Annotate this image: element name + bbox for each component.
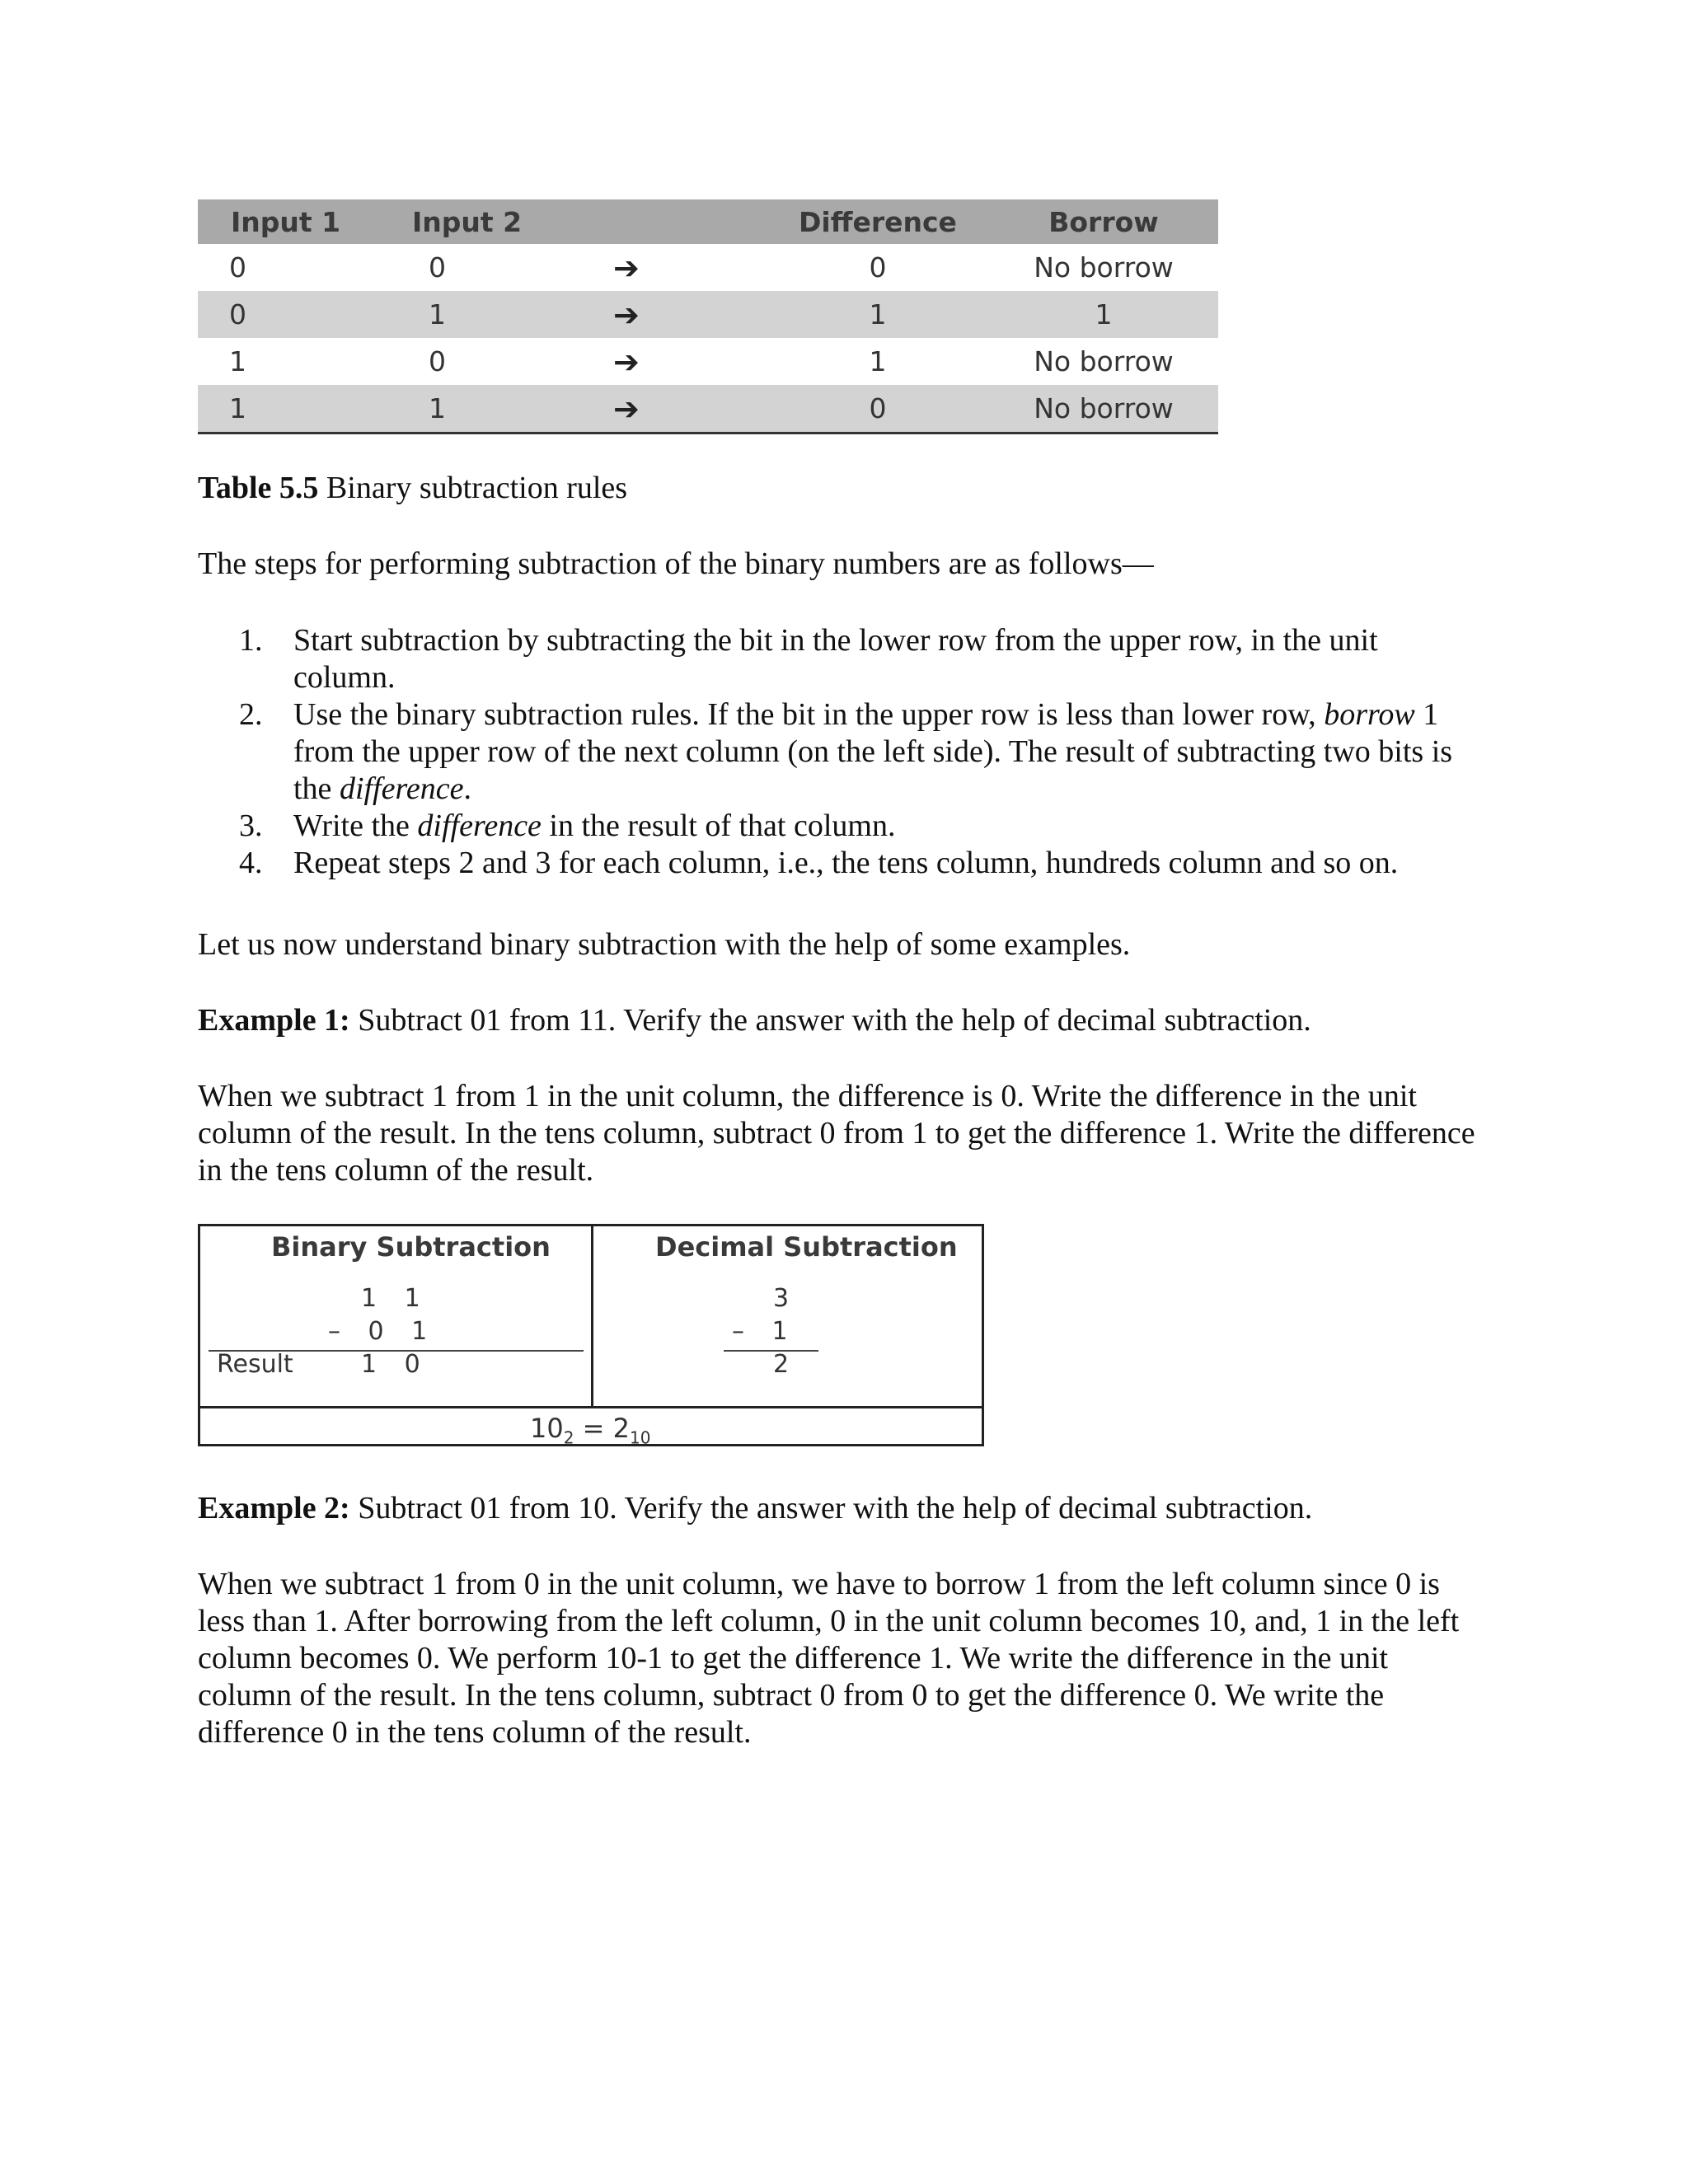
steps-list	[239, 622, 1484, 882]
cell-input-1: 1	[229, 392, 246, 424]
cell-input-2: 0	[429, 251, 446, 284]
column-divider	[591, 1226, 593, 1408]
table-row	[198, 244, 1218, 291]
binary-result: 1 0	[361, 1350, 430, 1379]
table-row	[198, 291, 1218, 338]
example-2-heading	[198, 1490, 1484, 1527]
step-text: Use the binary subtraction rules. If the bit in the upper row is less than lower row, borrow 1 from the upper row of the next column (on the left side). The result of subtracting two bits is the difference.	[293, 697, 1453, 806]
example-2-text: Subtract 01 from 10. Verify the answer with the help of decimal subtraction.	[349, 1491, 1313, 1526]
example-1-text: Subtract 01 from 11. Verify the answer with the help of decimal subtraction.	[349, 1003, 1311, 1038]
step-text: Write the difference in the result of that column.	[293, 808, 896, 843]
example-2-explanation: When we subtract 1 from 0 in the unit column, we have to borrow 1 from the left column since 0 is less than 1. After borrowing from the left column, 0 in the unit column becomes 10, and, 1 in the left column becomes 0. We perform 10-1 to get the difference 1. We write the difference in the unit column of the result. In the tens column, subtract 0 from 0 to get the difference 0. We write the difference 0 in the tens column of the result.	[198, 1567, 1460, 1750]
cell-borrow: No borrow	[1034, 251, 1174, 284]
cell-input-1: 0	[229, 298, 246, 330]
cell-difference: 1	[869, 298, 887, 330]
header-difference: Difference	[799, 205, 957, 238]
intro-paragraph: The steps for performing subtraction of the binary numbers are as follows—	[198, 546, 1154, 581]
table-caption	[198, 470, 1484, 507]
binary-subtrahend: – 0 1	[328, 1317, 438, 1346]
example-1-box	[198, 1224, 984, 1446]
caption-label: Table 5.5	[198, 471, 319, 505]
decimal-top-operand: 3	[773, 1284, 799, 1313]
cell-input-1: 0	[229, 251, 246, 284]
decimal-subtraction-header: Decimal Subtraction	[655, 1231, 958, 1263]
row-divider	[200, 1406, 982, 1408]
header-borrow: Borrow	[1048, 205, 1159, 238]
table-header-row	[198, 199, 1218, 244]
header-input-2: Input 2	[412, 205, 523, 238]
cell-input-2: 1	[429, 298, 446, 330]
example-1-heading	[198, 1002, 1484, 1039]
step-text: Start subtraction by subtracting the bit in the lower row from the upper row, in the unit column.	[293, 623, 1378, 695]
step-number: 2.	[239, 697, 263, 732]
arrow-icon: ➔	[613, 296, 640, 333]
arrow-icon: ➔	[613, 249, 640, 286]
equivalence-equation: $10_2 = 2_{10}$	[530, 1413, 651, 1448]
cell-difference: 0	[869, 392, 887, 424]
list-item	[239, 696, 1484, 808]
arrow-icon: ➔	[613, 343, 640, 380]
binary-top-operand: 1 1	[361, 1284, 430, 1313]
decimal-result: 2	[773, 1350, 799, 1379]
caption-text: Binary subtraction rules	[318, 471, 628, 505]
step-number: 4.	[239, 846, 263, 880]
cell-difference: 0	[869, 251, 887, 284]
list-item	[239, 845, 1484, 882]
cell-borrow: No borrow	[1034, 345, 1174, 377]
table-row	[198, 338, 1218, 385]
cell-input-2: 1	[429, 392, 446, 424]
header-input-1: Input 1	[231, 205, 341, 238]
cell-input-1: 1	[229, 345, 246, 377]
step-number: 1.	[239, 623, 263, 658]
step-number: 3.	[239, 808, 263, 843]
example-1-label: Example 1:	[198, 1003, 350, 1038]
example-2-label: Example 2:	[198, 1491, 350, 1526]
cell-input-2: 0	[429, 345, 446, 377]
list-item	[239, 622, 1484, 696]
example-1-explanation: When we subtract 1 from 1 in the unit column, the difference is 0. Write the difference in the unit column of the result. In the tens column, subtract 0 from 1 to get the difference 1. Write the difference in the tens column of the result.	[198, 1079, 1475, 1188]
binary-subtraction-header: Binary Subtraction	[271, 1231, 551, 1263]
list-item	[239, 808, 1484, 845]
arrow-icon: ➔	[613, 390, 640, 427]
decimal-underline	[724, 1350, 818, 1352]
lead-paragraph: Let us now understand binary subtraction with the help of some examples.	[198, 927, 1131, 962]
decimal-subtrahend: – 1	[732, 1317, 798, 1346]
result-label: Result	[217, 1350, 293, 1379]
cell-borrow: 1	[1095, 298, 1113, 330]
binary-subtraction-rules-table	[198, 199, 1218, 434]
step-text: Repeat steps 2 and 3 for each column, i.e., the tens column, hundreds column and so on.	[293, 846, 1399, 880]
table-row	[198, 385, 1218, 434]
cell-difference: 1	[869, 345, 887, 377]
cell-borrow: No borrow	[1034, 392, 1174, 424]
